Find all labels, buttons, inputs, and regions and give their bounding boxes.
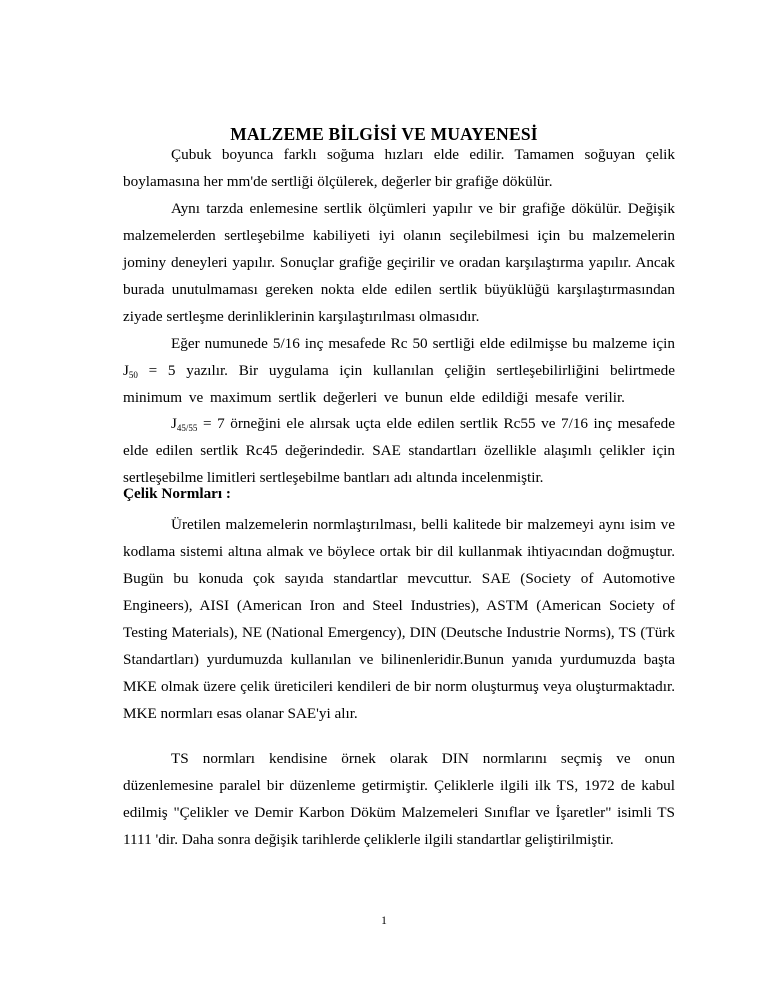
page-number: 1 [381,915,387,927]
paragraph-6 [123,745,675,853]
paragraph-2-text: Aynı tarzda enlemesine sertlik ölçümleri yapılır ve bir grafiğe dökülür. Değişik malzemelerden sertleşebilme kabiliyeti iyi olanın seçilebilmesi için bu malzemelerin jominy deneyleri yapılır. Sonuçlar grafiğe geçirilir ve oradan karşılaştırma yapılır. Ancak burada unutulmaması gereken nokta elde edilen sertlik büyüklüğü karşılaştırmasından ziyade sertleşme derinliklerinin karşılaştırılması olmasıdır. [123,200,675,325]
j-subscript: 45/55 [176,423,198,433]
paragraph-1-text: Çubuk boyunca farklı soğuma hızları elde edilir. Tamamen soğuyan çelik boylamasına her mm'de sertliği ölçülerek, değerler bir grafiğe dökülür. [123,146,675,190]
paragraph-4-text: = 7 örneğini ele alırsak uçta elde edilen sertlik Rc55 ve 7/16 inç mesafede elde edilen sertlik Rc45 değerindedir. SAE standartları özellikle alaşımlı çelikler için sertleşebilme limitleri sertleşebilme bantları adı altında incelenmiştir. [123,415,675,486]
page-title: MALZEME BİLGİSİ VE MUAYENESİ [230,124,538,144]
paragraph-3-text-a: Eğer numunede 5/16 inç mesafede Rc 50 sertliği elde edilmişse bu malzeme için [171,335,675,352]
paragraph-5 [123,511,675,727]
paragraph-3-text-b: = 5 yazılır. Bir uygulama için kullanılan çeliğin sertleşebilirliğini belirtmede minimum ve maximum sertlik değerleri ve bunun elde edildiği mesafe verilir. [123,362,675,406]
j-symbol: J [171,415,177,432]
j-symbol: J [123,362,129,379]
paragraph-6-text: TS normları kendisine örnek olarak DIN normlarını seçmiş ve onun düzenlemesine paralel bir düzenleme getirmiştir. Çeliklerle ilgili ilk TS, 1972 de kabul edilmiş "Çelikler ve Demir Karbon Döküm Malzemeleri Sınıflar ve İşaretler" isimli TS 1111 'dir. Daha sonra değişik tarihlerde çeliklerle ilgili standartlar geliştirilmiştir. [123,750,675,848]
paragraph-1 [123,141,675,195]
paragraph-4 [123,410,675,491]
paragraph-3 [123,330,675,411]
section-heading: Çelik Normları : [123,485,231,502]
paragraph-2 [123,195,675,330]
paragraph-5-text: Üretilen malzemelerin normlaştırılması, belli kalitede bir malzemeyi aynı isim ve kodlama sistemi altına almak ve böylece ortak bir dil kullanmak ihtiyacından doğmuştur. Bugün bu konuda çok sayıda standartlar mevcuttur. SAE (Society of Automotive Engineers), AISI (American Iron and Steel Industries), ASTM (American Society of Testing Materials), NE (National Emergency), DIN (Deutsche Industrie Norms), TS (Türk Standartları) yurdumuzda kullanılan ve bilinenleridir.Bunun yanıda yurdumuzda başta MKE olmak üzere çelik üreticileri kendileri de bir norm oluşturmuş veya oluşturmaktadır. MKE normları esas olanar SAE'yi alır. [123,516,675,722]
j-subscript: 50 [128,370,138,380]
